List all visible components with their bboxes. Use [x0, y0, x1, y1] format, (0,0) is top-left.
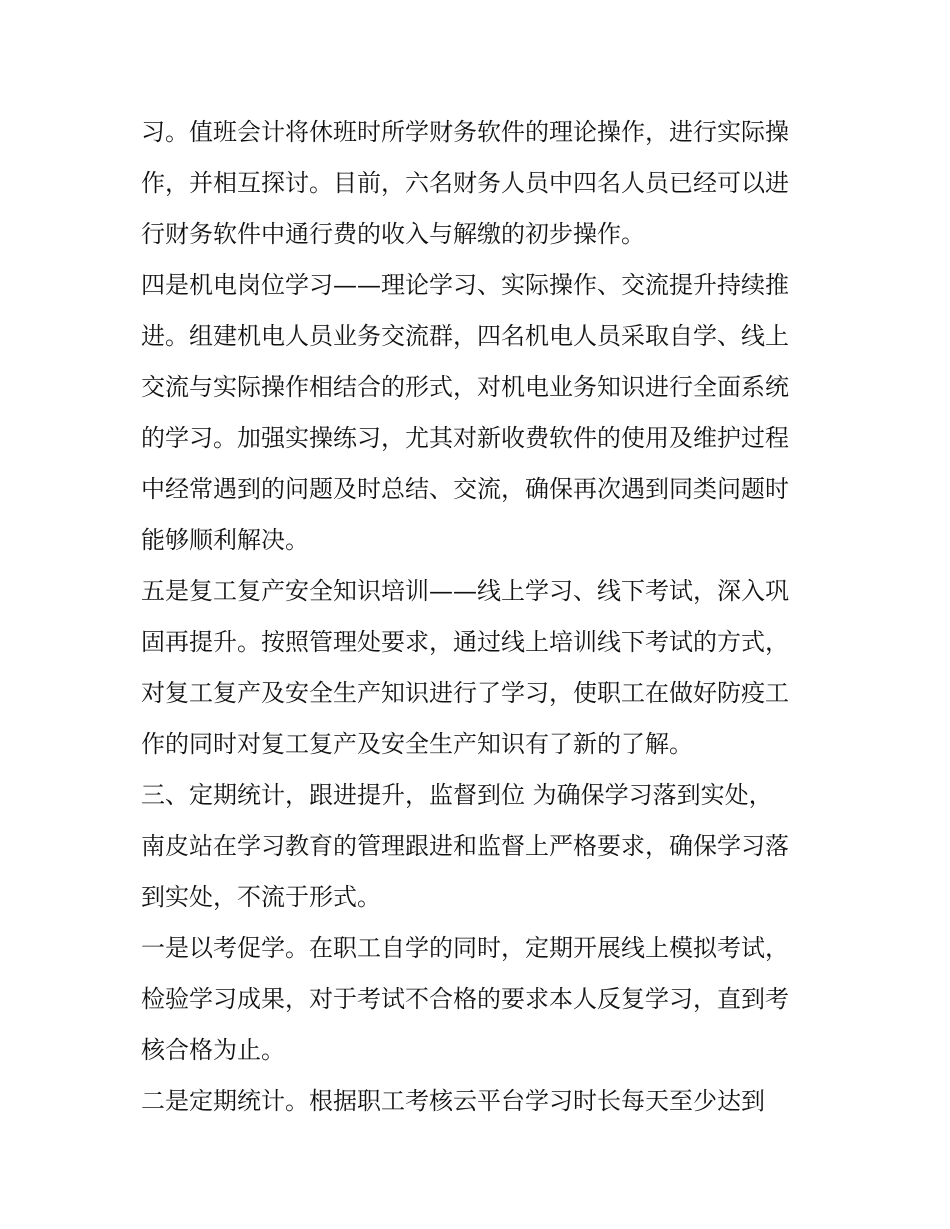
- text-line: 检验学习成果，对于考试不合格的要求本人反复学习，直到考: [141, 985, 789, 1013]
- text-line: 一是以考促学。在职工自学的同时，定期开展线上模拟考试，: [141, 934, 789, 962]
- text-line: 交流与实际操作相结合的形式，对机电业务知识进行全面系统: [141, 373, 789, 401]
- text-line: 固再提升。按照管理处要求，通过线上培训线下考试的方式，: [141, 628, 789, 656]
- text-line: 五是复工复产安全知识培训——线上学习、线下考试，深入巩: [141, 577, 789, 605]
- text-line: 四是机电岗位学习——理论学习、实际操作、交流提升持续推: [141, 271, 789, 299]
- text-line: 三、定期统计，跟进提升，监督到位 为确保学习落到实处，: [141, 781, 773, 809]
- text-line: 的学习。加强实操练习，尤其对新收费软件的使用及维护过程: [141, 424, 789, 452]
- text-line: 行财务软件中通行费的收入与解缴的初步操作。: [141, 220, 645, 248]
- text-line: 中经常遇到的问题及时总结、交流，确保再次遇到同类问题时: [141, 475, 789, 503]
- text-line: 二是定期统计。根据职工考核云平台学习时长每天至少达到: [141, 1087, 765, 1115]
- text-line: 作，并相互探讨。目前，六名财务人员中四名人员已经可以进: [141, 169, 789, 197]
- text-line: 进。组建机电人员业务交流群，四名机电人员采取自学、线上: [141, 322, 789, 350]
- document-body: [141, 107, 821, 1127]
- text-line: 作的同时对复工复产及安全生产知识有了新的了解。: [141, 730, 693, 758]
- text-line: 对复工复产及安全生产知识进行了学习，使职工在做好防疫工: [141, 679, 789, 707]
- text-line: 能够顺利解决。: [141, 526, 309, 554]
- text-line: 南皮站在学习教育的管理跟进和监督上严格要求，确保学习落: [141, 832, 789, 860]
- text-line: 到实处，不流于形式。: [141, 883, 381, 911]
- text-line: 习。值班会计将休班时所学财务软件的理论操作，进行实际操: [141, 118, 789, 146]
- text-line: 核合格为止。: [141, 1036, 285, 1064]
